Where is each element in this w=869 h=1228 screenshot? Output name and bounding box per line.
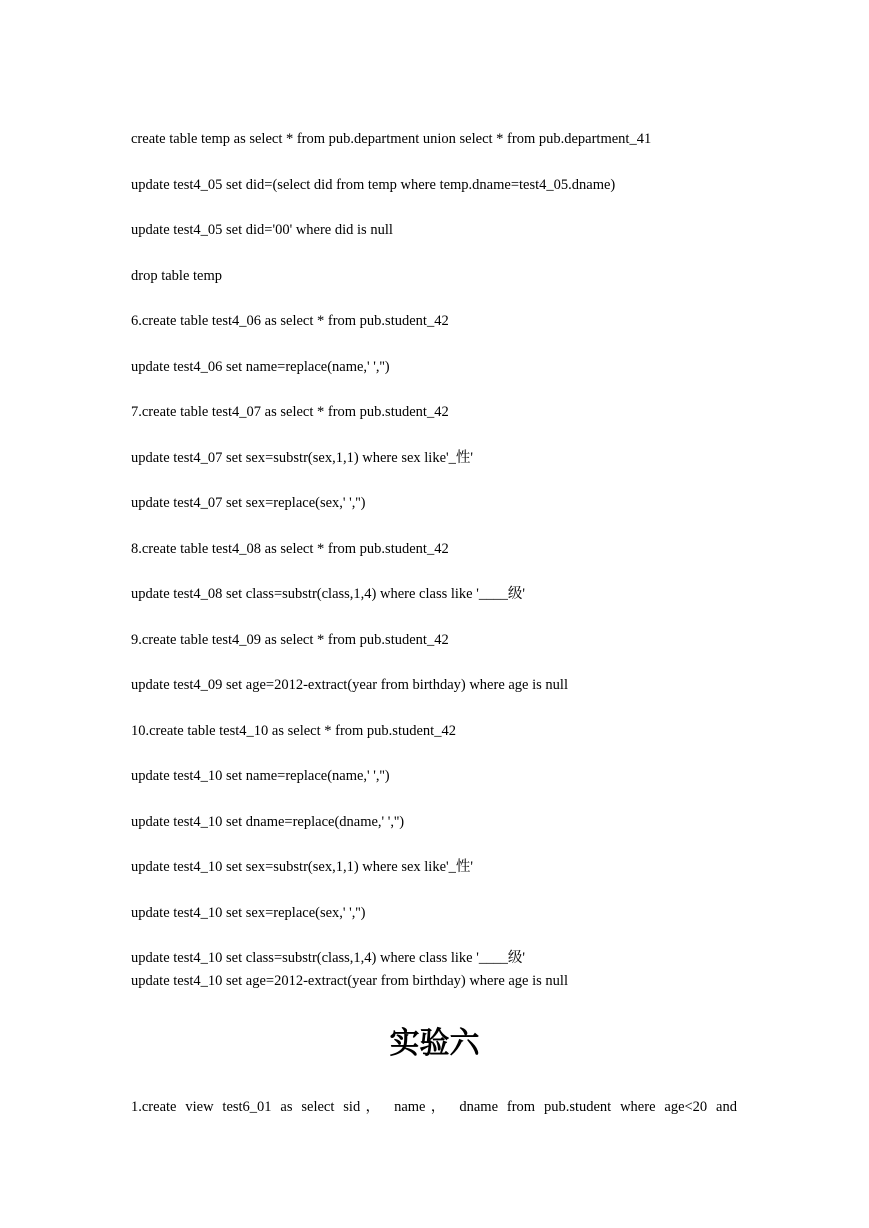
- code-line: 10.create table test4_10 as select * from pub.student_42: [131, 723, 456, 739]
- code-line: 9.create table test4_09 as select * from pub.student_42: [131, 632, 449, 648]
- code-line: 1.create view test6_01 as select sid， name， dname from pub.student where age<20 and: [131, 1099, 737, 1115]
- code-line: update test4_08 set class=substr(class,1,4) where class like '____级': [131, 586, 525, 602]
- code-line: update test4_10 set sex=replace(sex,' ',''): [131, 905, 366, 921]
- code-line: update test4_07 set sex=replace(sex,' ',''): [131, 495, 366, 511]
- code-line: update test4_06 set name=replace(name,' ',''): [131, 359, 390, 375]
- code-line: update test4_05 set did=(select did from temp where temp.dname=test4_05.dname): [131, 177, 616, 193]
- code-line: update test4_10 set class=substr(class,1,4) where class like '____级': [131, 950, 525, 966]
- code-line: drop table temp: [131, 268, 223, 284]
- code-line: 8.create table test4_08 as select * from pub.student_42: [131, 541, 449, 557]
- code-line: update test4_10 set dname=replace(dname,' ',''): [131, 814, 405, 830]
- code-line: update test4_07 set sex=substr(sex,1,1) where sex like'_性': [131, 450, 473, 466]
- code-line: update test4_10 set age=2012-extract(year from birthday) where age is null: [131, 973, 568, 989]
- code-line: update test4_10 set name=replace(name,' ',''): [131, 768, 390, 784]
- code-line: update test4_05 set did='00' where did is null: [131, 222, 393, 238]
- code-line: 7.create table test4_07 as select * from pub.student_42: [131, 404, 449, 420]
- code-line: 6.create table test4_06 as select * from pub.student_42: [131, 313, 449, 329]
- section-heading: 实验六: [389, 1026, 480, 1061]
- code-line: update test4_10 set sex=substr(sex,1,1) where sex like'_性': [131, 859, 473, 875]
- code-line: update test4_09 set age=2012-extract(year from birthday) where age is null: [131, 677, 568, 693]
- code-line: create table temp as select * from pub.department union select * from pub.department_41: [131, 131, 652, 147]
